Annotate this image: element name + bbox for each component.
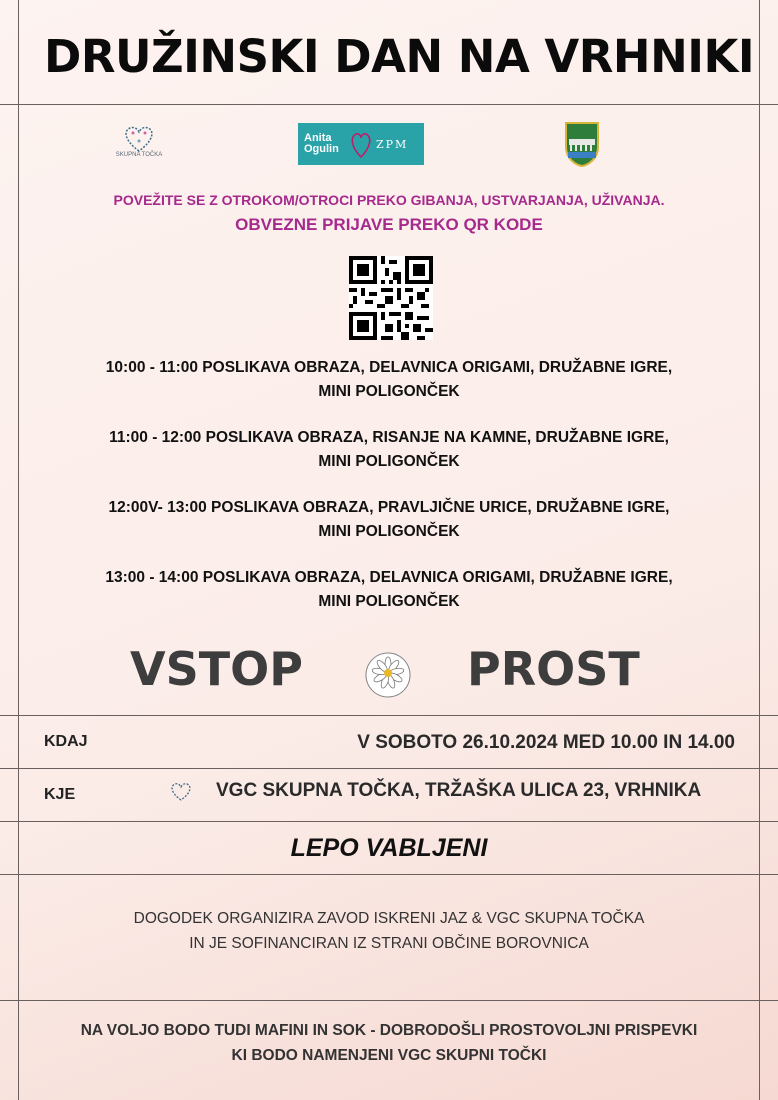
schedule-line: MINI POLIGONČEK [318, 383, 460, 400]
divider-welcome-bottom [0, 874, 778, 875]
heart-icon [164, 778, 198, 810]
organizer-line: IN JE SOFINANCIRAN IZ STRANI OBČINE BOROVNICA [189, 935, 589, 952]
entry-word-1: VSTOP [130, 642, 303, 696]
divider-title [0, 104, 778, 105]
divider-footer-top [0, 1000, 778, 1001]
schedule-line: MINI POLIGONČEK [318, 593, 460, 610]
organizer-line: DOGODEK ORGANIZIRA ZAVOD ISKRENI JAZ & VGC SKUPNA TOČKA [133, 910, 645, 927]
page-title: DRUŽINSKI DAN NA VRHNIKI [44, 30, 755, 83]
schedule-line: MINI POLIGONČEK [318, 453, 460, 470]
divider-when-top [0, 715, 778, 716]
footer-line: NA VOLJO BODO TUDI MAFINI IN SOK - DOBRODOŠLI PROSTOVOLJNI PRISPEVKI [80, 1022, 698, 1039]
schedule-line: 12:00V- 13:00 POSLIKAVA OBRAZA, PRAVLJIČNE URICE, DRUŽABNE IGRE, [108, 499, 670, 516]
welcome-text: LEPO VABLJENI [290, 834, 488, 862]
logo-name-2: Ogulin [304, 143, 339, 155]
entry-word-2: PROST [467, 642, 640, 696]
when-value: V SOBOTO 26.10.2024 MED 10.00 IN 14.00 [357, 732, 735, 753]
schedule-line: MINI POLIGONČEK [318, 523, 460, 540]
heart-outline-icon [348, 127, 374, 161]
schedule-line: 11:00 - 12:00 POSLIKAVA OBRAZA, RISANJE NA KAMNE, DRUŽABNE IGRE, [109, 429, 669, 446]
schedule-line: 13:00 - 14:00 POSLIKAVA OBRAZA, DELAVNICA ORIGAMI, DRUŽABNE IGRE, [105, 569, 673, 586]
qr-code[interactable] [349, 256, 433, 340]
registration-note: OBVEZNE PRIJAVE PREKO QR KODE [235, 215, 543, 234]
divider-where-top [0, 768, 778, 769]
schedule-item [0, 426, 778, 474]
footer-text [0, 1018, 778, 1068]
schedule-item [0, 356, 778, 404]
logo-name-1: Anita [304, 132, 332, 144]
organizer-text [0, 906, 778, 956]
divider-where-bottom [0, 821, 778, 822]
coat-of-arms-icon [564, 121, 600, 167]
schedule-item [0, 496, 778, 544]
logo-zpm: ZPM [376, 138, 409, 151]
schedule-item [0, 566, 778, 614]
daisy-icon [365, 652, 411, 698]
footer-line: KI BODO NAMENJENI VGC SKUPNI TOČKI [231, 1047, 547, 1064]
where-label: KJE [44, 786, 76, 803]
subtitle: POVEŽITE SE Z OTROKOM/OTROCI PREKO GIBANJA, USTVARJANJA, UŽIVANJA. [113, 192, 665, 208]
schedule-line: 10:00 - 11:00 POSLIKAVA OBRAZA, DELAVNICA ORIGAMI, DRUŽABNE IGRE, [105, 359, 673, 376]
anita-ogulin-zpm-logo [298, 123, 424, 165]
skupna-tocka-logo [115, 121, 163, 163]
where-value: VGC SKUPNA TOČKA, TRŽAŠKA ULICA 23, VRHNIKA [216, 780, 702, 801]
when-label: KDAJ [44, 733, 88, 750]
logo-text: SKUPNA TOČKA [115, 152, 163, 158]
skupna-tocka-small-logo [164, 778, 198, 810]
